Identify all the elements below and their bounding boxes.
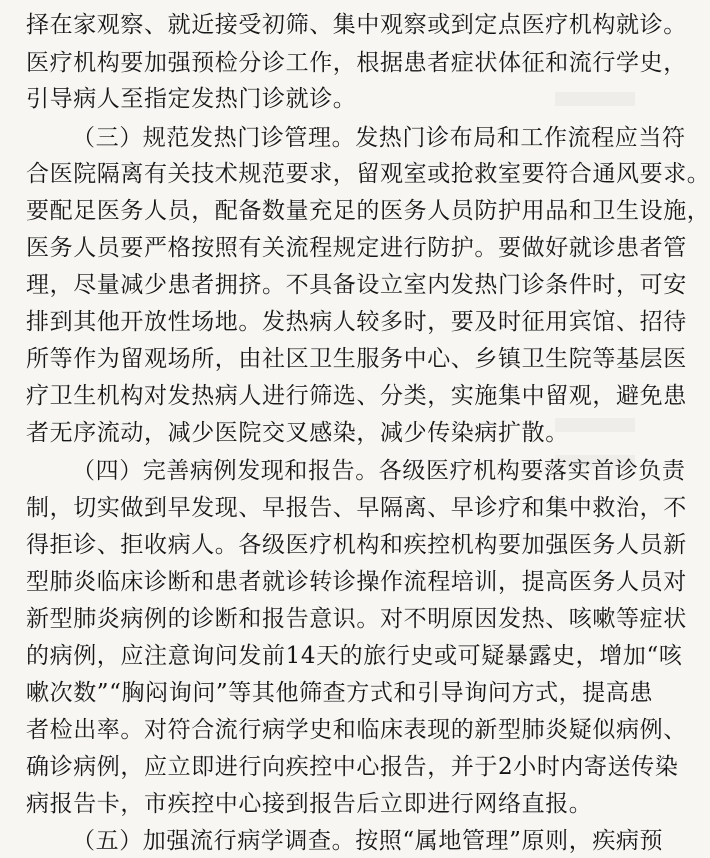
text-line: 制，切实做到早发现、早报告、早隔离、早诊疗和集中救治，不 [26,495,687,521]
text-line: 择在家观察、就近接受初筛、集中观察或到定点医疗机构就诊。 [26,12,687,38]
text-line: 者无序流动，减少医院交叉感染，减少传染病扩散。 [26,420,569,446]
text-line: 嗽次数”“胸闷询问”等其他筛查方式和引导询问方式，提高患 [26,680,654,706]
text-line: 的病例，应注意询问发前14天的旅行史或可疑暴露史，增加“咳 [26,643,683,669]
text-line: 病报告卡，市疾控中心接到报告后立即进行网络直报。 [26,791,593,817]
text-line: 医疗机构要加强预检分诊工作，根据患者症状体征和流行学史， [26,50,687,76]
section-heading-line: （三）规范发热门诊管理。发热门诊布局和工作流程应当符 [72,125,686,151]
text-line: 得拒诊、拒收病人。各级医疗机构和疾控机构要加强医务人员新 [26,532,687,558]
text-line: 理，尽量减少患者拥挤。不具备设立室内发热门诊条件时，可安 [26,272,687,298]
text-line: 型肺炎临床诊断和患者就诊转诊操作流程培训，提高医务人员对 [26,569,687,595]
section-heading-line: （五）加强流行病学调查。按照“属地管理”原则，疾病预 [72,828,664,854]
text-line: 疗卫生机构对发热病人进行筛选、分类，实施集中留观，避免患 [26,383,687,409]
text-line: 所等作为留观场所，由社区卫生服务中心、乡镇卫生院等基层医 [26,346,687,372]
text-line: 者检出率。对符合流行病学史和临床表现的新型肺炎疑似病例、 [26,717,687,743]
section-heading-line: （四）完善病例发现和报告。各级医疗机构要落实首诊负责 [72,458,686,484]
text-line: 合医院隔离有关技术规范要求，留观室或抢救室要符合通风要求。 [26,161,710,187]
text-line: 确诊病例，应立即进行向疾控中心报告，并于2小时内寄送传染 [26,754,679,780]
text-line: 医务人员要严格按照有关流程规定进行防护。要做好就诊患者管 [26,235,687,261]
text-line: 排到其他开放性场地。发热病人较多时，要及时征用宾馆、招待 [26,309,687,335]
text-line: 要配足医务人员，配备数量充足的医务人员防护用品和卫生设施， [26,198,710,224]
bleed-through-mark [555,92,635,106]
text-line: 新型肺炎病例的诊断和报告意识。对不明原因发热、咳嗽等症状 [26,606,687,632]
text-line: 引导病人至指定发热门诊就诊。 [26,86,357,112]
